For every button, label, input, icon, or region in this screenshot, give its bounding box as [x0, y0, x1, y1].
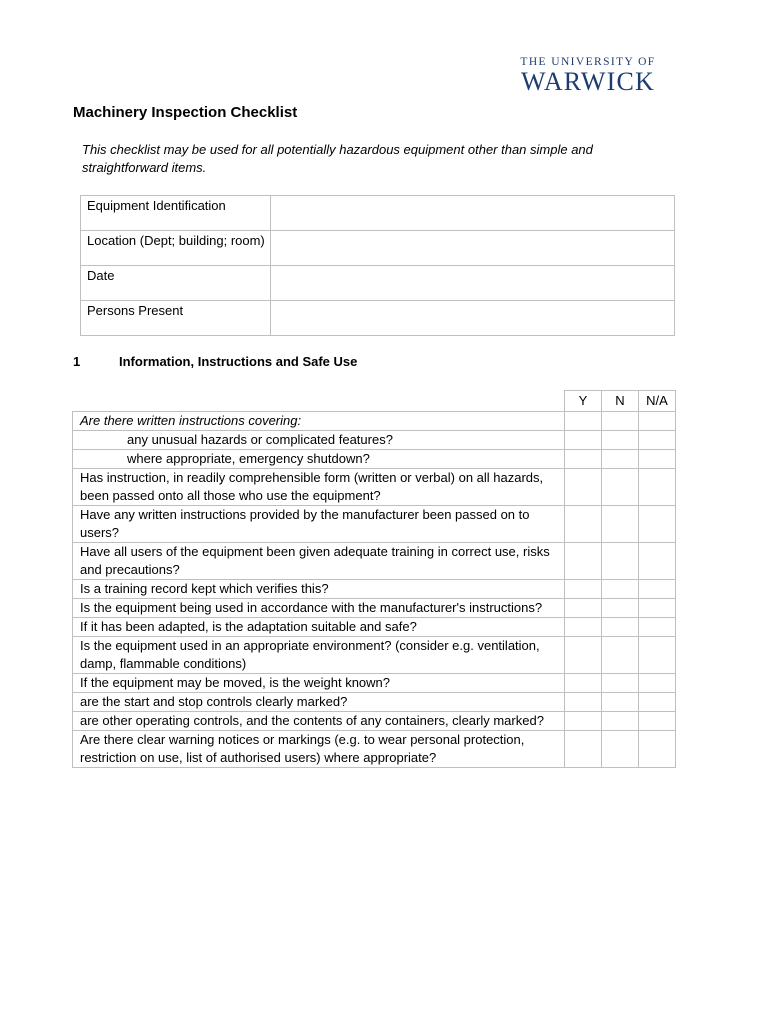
checklist-row [73, 580, 676, 599]
answer-cell-yes[interactable] [565, 674, 602, 693]
answer-cell-na[interactable] [639, 712, 676, 731]
logo-line-1: THE UNIVERSITY OF [520, 56, 656, 68]
answer-cell-na[interactable] [639, 469, 676, 506]
question-text: are other operating controls, and the contents of any containers, clearly marked? [73, 712, 565, 731]
answer-cell-no[interactable] [602, 712, 639, 731]
id-row-date [81, 266, 675, 301]
question-text: Are there written instructions covering: [73, 412, 565, 431]
id-row-equipment [81, 196, 675, 231]
id-label-cell [81, 266, 271, 301]
answer-cell-no[interactable] [602, 637, 639, 674]
question-text: Are there clear warning notices or markings (e.g. to wear personal protection, restriction on use, list of authorised users) where appropriate? [73, 731, 565, 768]
answer-cell-no[interactable] [602, 431, 639, 450]
checklist-row [73, 712, 676, 731]
location-label: Location (Dept; building; room) [87, 233, 265, 248]
answer-cell-na[interactable] [639, 693, 676, 712]
answer-cell-na[interactable] [639, 506, 676, 543]
checklist-row [73, 431, 676, 450]
answer-cell-no[interactable] [602, 580, 639, 599]
checklist-header-row [73, 391, 676, 412]
answer-cell-yes[interactable] [565, 637, 602, 674]
persons-present-label: Persons Present [87, 303, 184, 318]
question-text: where appropriate, emergency shutdown? [73, 450, 565, 469]
answer-cell-na[interactable] [639, 674, 676, 693]
answer-cell-yes[interactable] [565, 693, 602, 712]
question-text: Have all users of the equipment been given adequate training in correct use, risks and precautions? [73, 543, 565, 580]
answer-cell-yes[interactable] [565, 469, 602, 506]
persons-present-field[interactable] [271, 301, 675, 336]
question-text: Is a training record kept which verifies this? [73, 580, 565, 599]
equipment-identification-label: Equipment Identification [87, 198, 226, 213]
checklist-row [73, 543, 676, 580]
answer-cell-no[interactable] [602, 599, 639, 618]
id-label-cell [81, 196, 271, 231]
checklist-row [73, 412, 676, 431]
question-text: If the equipment may be moved, is the weight known? [73, 674, 565, 693]
equipment-identification-field[interactable] [271, 196, 675, 231]
answer-cell-na[interactable] [639, 731, 676, 768]
date-label: Date [87, 268, 115, 283]
checklist-row [73, 731, 676, 768]
date-field[interactable] [271, 266, 675, 301]
question-text: Is the equipment used in an appropriate environment? (consider e.g. ventilation, damp, flammable conditions) [73, 637, 565, 674]
checklist-row [73, 469, 676, 506]
checklist-row [73, 693, 676, 712]
answer-cell-yes[interactable] [565, 431, 602, 450]
id-row-location [81, 231, 675, 266]
answer-cell-na[interactable] [639, 599, 676, 618]
answer-cell-yes[interactable] [565, 450, 602, 469]
answer-cell-yes[interactable] [565, 599, 602, 618]
column-header-na: N/A [639, 391, 676, 412]
checklist-row [73, 618, 676, 637]
answer-cell-yes[interactable] [565, 731, 602, 768]
id-row-persons [81, 301, 675, 336]
answer-cell-na[interactable] [639, 637, 676, 674]
checklist-row [73, 674, 676, 693]
answer-cell-no[interactable] [602, 506, 639, 543]
column-header-yes: Y [565, 391, 602, 412]
id-label-cell [81, 231, 271, 266]
answer-cell-na[interactable] [639, 450, 676, 469]
id-label-cell [81, 301, 271, 336]
answer-cell-na[interactable] [639, 543, 676, 580]
question-text: Is the equipment being used in accordance with the manufacturer's instructions? [73, 599, 565, 618]
answer-cell-no[interactable] [602, 543, 639, 580]
checklist-table [72, 390, 676, 768]
answer-cell-no[interactable] [602, 450, 639, 469]
answer-cell-yes[interactable] [565, 412, 602, 431]
column-header-no: N [602, 391, 639, 412]
answer-cell-no[interactable] [602, 731, 639, 768]
question-text: are the start and stop controls clearly marked? [73, 693, 565, 712]
checklist-row [73, 506, 676, 543]
answer-cell-na[interactable] [639, 431, 676, 450]
answer-cell-yes[interactable] [565, 618, 602, 637]
section-title: Information, Instructions and Safe Use [119, 354, 358, 369]
page-title: Machinery Inspection Checklist [73, 104, 298, 121]
intro-text: This checklist may be used for all potentially hazardous equipment other than simple and straightforward items. [82, 142, 593, 175]
question-text: any unusual hazards or complicated features? [73, 431, 565, 450]
answer-cell-no[interactable] [602, 618, 639, 637]
checklist-row [73, 450, 676, 469]
checklist-row [73, 599, 676, 618]
answer-cell-no[interactable] [602, 412, 639, 431]
checklist-row [73, 637, 676, 674]
answer-cell-na[interactable] [639, 580, 676, 599]
question-text: Has instruction, in readily comprehensible form (written or verbal) on all hazards, been passed onto all those who use the equipment? [73, 469, 565, 506]
answer-cell-yes[interactable] [565, 580, 602, 599]
answer-cell-yes[interactable] [565, 712, 602, 731]
answer-cell-na[interactable] [639, 618, 676, 637]
answer-cell-yes[interactable] [565, 543, 602, 580]
question-text: Have any written instructions provided by the manufacturer been passed on to users? [73, 506, 565, 543]
logo-line-2: WARWICK [520, 67, 656, 96]
answer-cell-yes[interactable] [565, 506, 602, 543]
header-blank-cell [73, 391, 565, 412]
answer-cell-no[interactable] [602, 469, 639, 506]
identification-table [80, 195, 675, 336]
answer-cell-no[interactable] [602, 674, 639, 693]
section-number: 1 [73, 354, 81, 369]
location-field[interactable] [271, 231, 675, 266]
answer-cell-no[interactable] [602, 693, 639, 712]
question-text: If it has been adapted, is the adaptation suitable and safe? [73, 618, 565, 637]
university-logo [514, 56, 662, 102]
answer-cell-na[interactable] [639, 412, 676, 431]
